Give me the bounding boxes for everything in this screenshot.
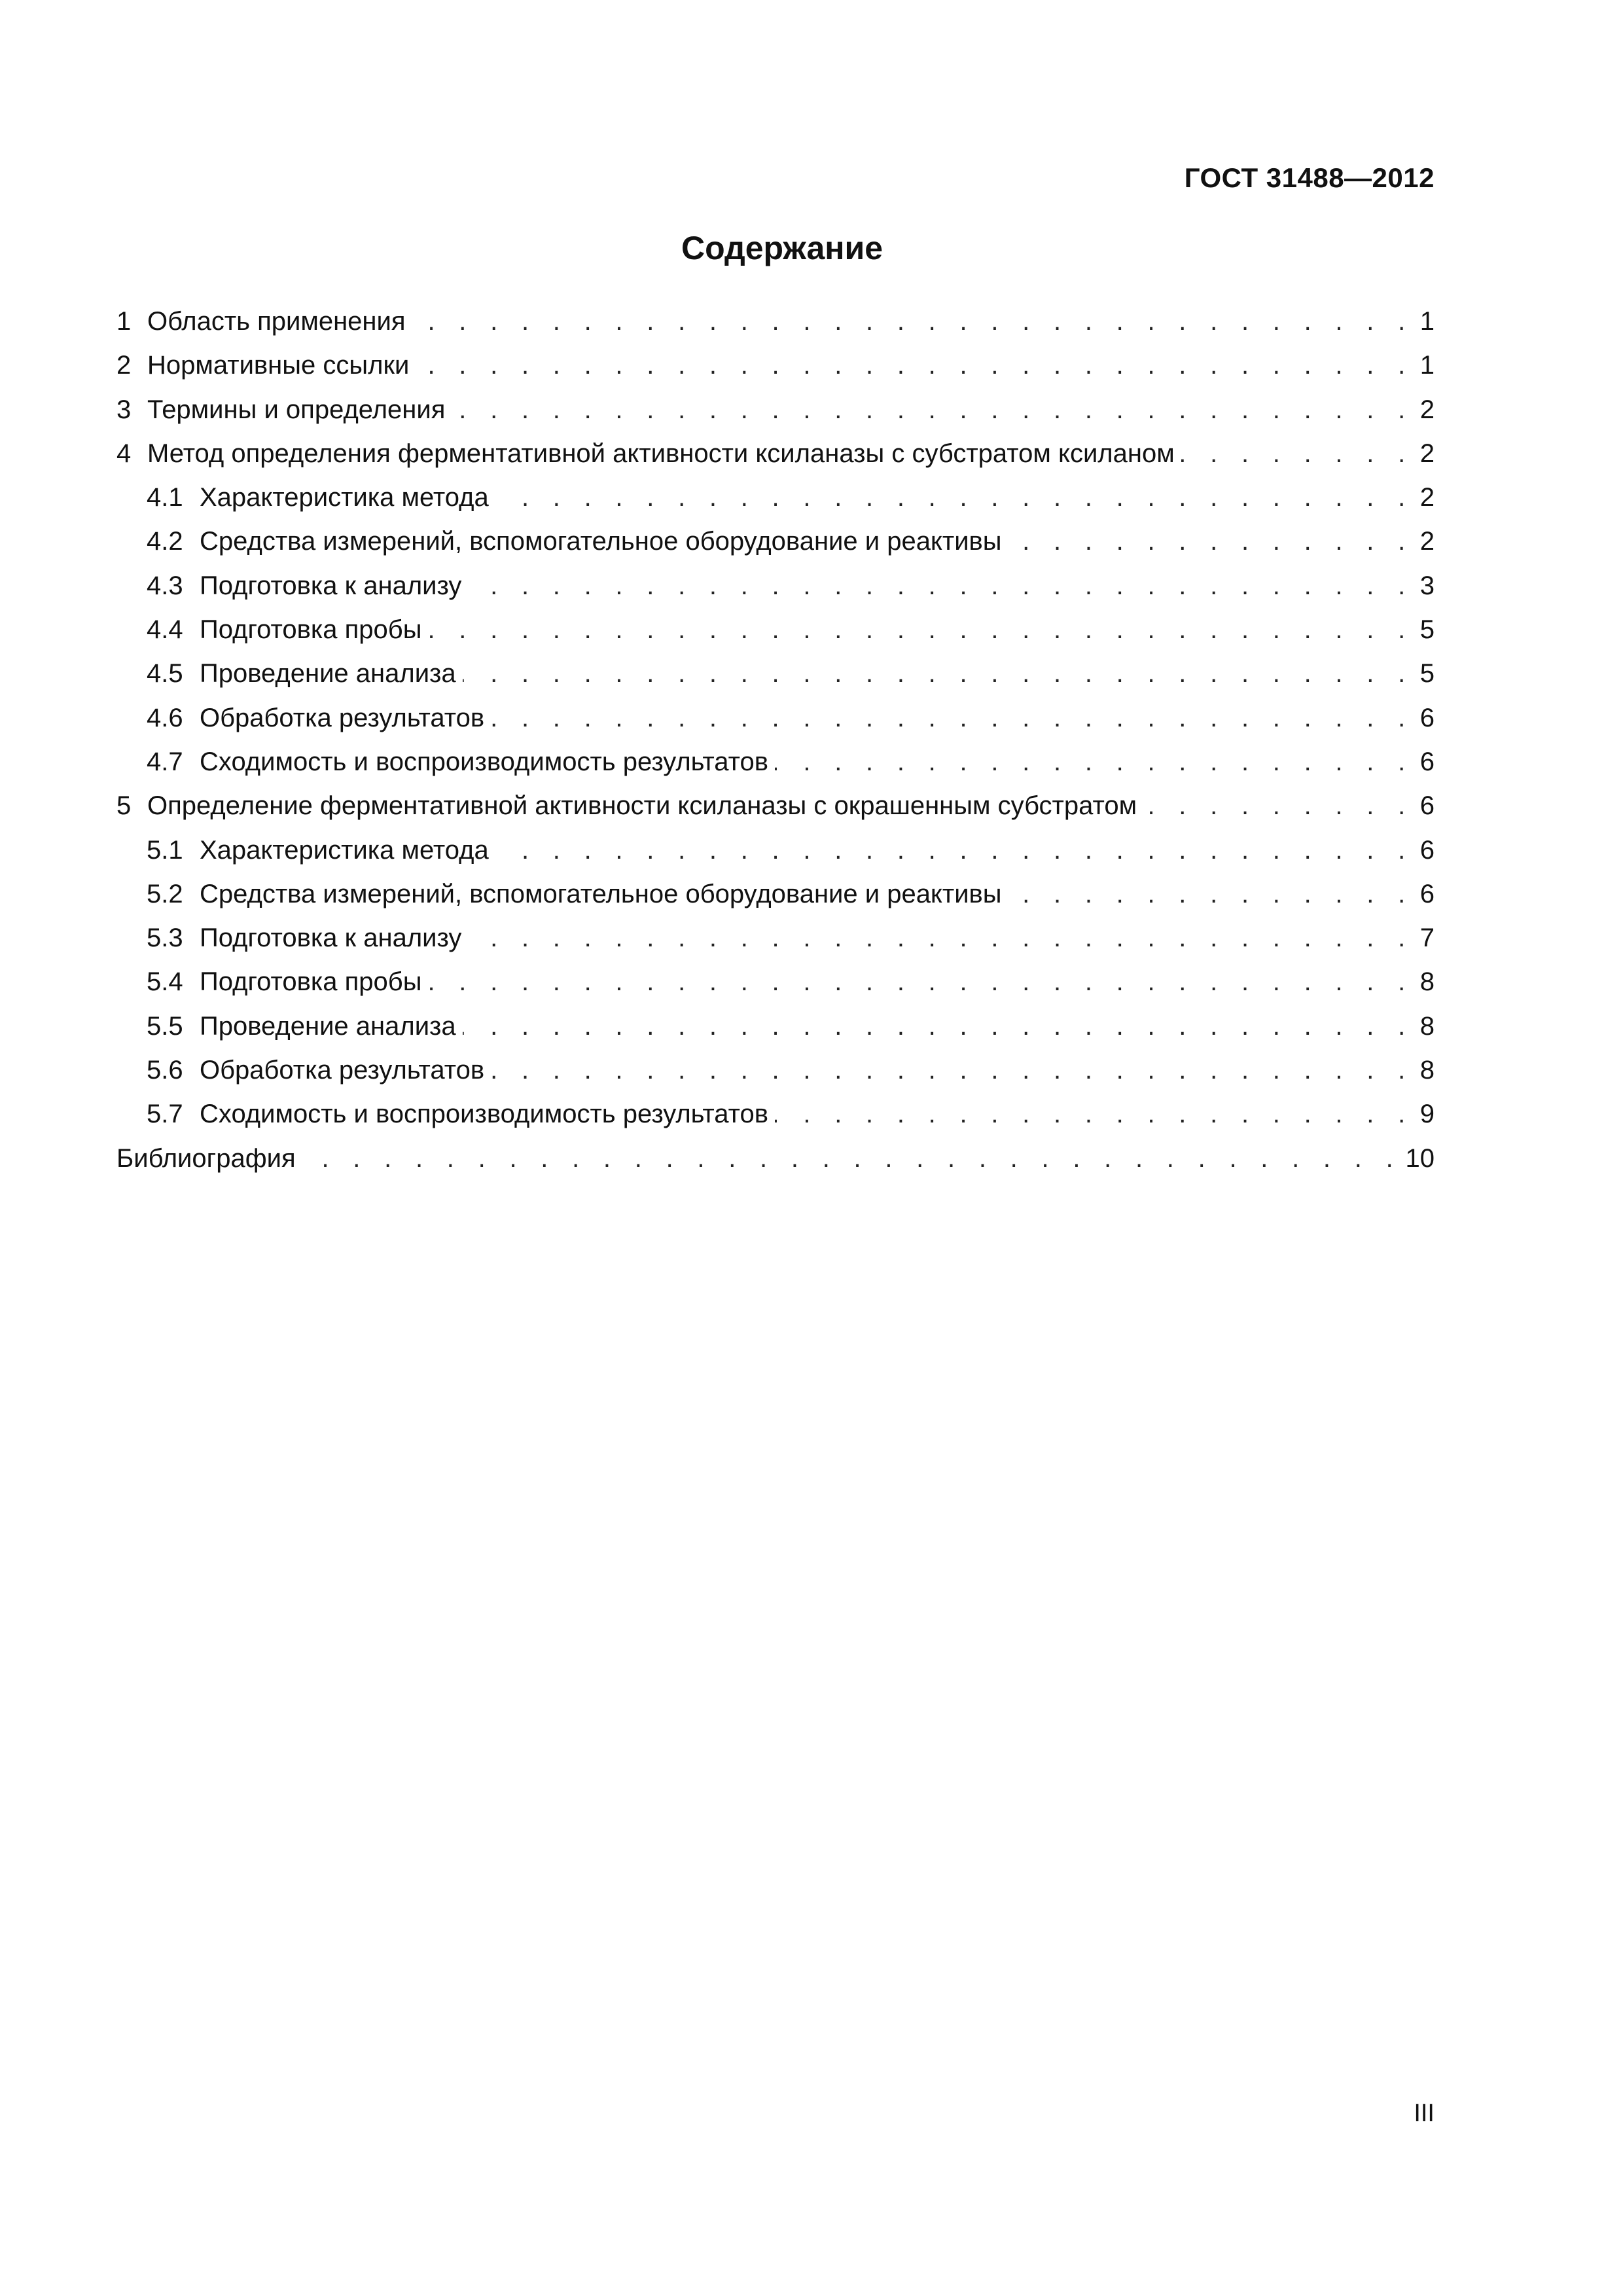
toc-entry-page: 6 — [1419, 791, 1435, 821]
toc-entry-page: 1 — [1419, 307, 1435, 336]
dot-leader — [1008, 520, 1414, 564]
toc-entry-label: Проведение анализа — [200, 659, 456, 689]
toc-entry-number: 4.2 — [147, 527, 183, 556]
toc-entry-page: 2 — [1419, 439, 1435, 468]
dot-leader — [463, 652, 1414, 696]
toc-entry-number: 5 — [116, 791, 132, 821]
dot-leader — [428, 608, 1414, 652]
toc-entry[interactable] — [116, 1049, 1435, 1092]
toc-entry-number: 5.1 — [147, 835, 183, 865]
document-id: ГОСТ 31488—2012 — [1184, 162, 1435, 193]
toc-entry-number: 4.3 — [147, 571, 183, 600]
toc-entry-page: 7 — [1419, 924, 1435, 953]
dot-leader — [775, 740, 1414, 784]
toc-entry-page: 8 — [1419, 1056, 1435, 1085]
dot-leader — [302, 1137, 1402, 1181]
toc-entry-label: Сходимость и воспроизводимость результатов — [200, 747, 769, 776]
dot-leader — [775, 1092, 1414, 1136]
toc-entry[interactable] — [116, 608, 1435, 652]
toc-entry-label: Подготовка к анализу — [200, 924, 462, 953]
toc-entry[interactable] — [116, 300, 1435, 344]
toc-entry-page: 2 — [1419, 395, 1435, 424]
toc-entry-number: 5.3 — [147, 924, 183, 953]
page-number: III — [1414, 2100, 1435, 2127]
toc-entry-label: Средства измерений, вспомогательное оборудование и реактивы — [200, 879, 1002, 908]
toc-entry[interactable] — [116, 960, 1435, 1004]
toc-entry-number: 5.2 — [147, 879, 183, 908]
toc-entry-number: 3 — [116, 395, 132, 424]
dot-leader — [468, 916, 1414, 960]
toc-entry-label: Область применения — [147, 307, 406, 336]
toc-entry[interactable] — [116, 872, 1435, 916]
dot-leader — [495, 476, 1414, 520]
toc-entry[interactable] — [116, 1092, 1435, 1136]
toc-entry-label: Нормативные ссылки — [147, 351, 410, 380]
toc-entry[interactable] — [116, 344, 1435, 387]
toc-entry[interactable] — [116, 696, 1435, 740]
toc-entry[interactable] — [116, 476, 1435, 520]
toc-entry[interactable] — [116, 1005, 1435, 1049]
toc-entry-page: 5 — [1419, 659, 1435, 689]
toc-entry[interactable] — [116, 388, 1435, 432]
toc-entry[interactable] — [116, 1137, 1435, 1181]
toc-entry[interactable] — [116, 916, 1435, 960]
toc-title: Содержание — [681, 230, 883, 266]
toc-entry-label: Характеристика метода — [200, 835, 489, 865]
toc-entry-label: Обработка результатов — [200, 703, 485, 732]
toc-entry-label: Обработка результатов — [200, 1056, 485, 1085]
toc-entry-label: Подготовка пробы — [200, 615, 422, 645]
toc-entry-page: 10 — [1405, 1143, 1435, 1173]
toc-entry-number: 5.4 — [147, 967, 183, 997]
toc-entry-number: 4.4 — [147, 615, 183, 645]
toc-entry-number: 4.7 — [147, 747, 183, 776]
toc-entry-page: 1 — [1419, 351, 1435, 380]
dot-leader — [463, 1005, 1414, 1049]
toc-entry-page: 6 — [1419, 747, 1435, 776]
toc-entry-page: 8 — [1419, 967, 1435, 997]
toc-entry-label: Проведение анализа — [200, 1011, 456, 1041]
toc-entry-page: 3 — [1419, 571, 1435, 600]
toc-entry-page: 2 — [1419, 483, 1435, 512]
toc-entry-number: 5.5 — [147, 1011, 183, 1041]
toc-entry-label: Подготовка к анализу — [200, 571, 462, 600]
toc-entry-label: Средства измерений, вспомогательное оборудование и реактивы — [200, 527, 1002, 556]
toc-entry-page: 6 — [1419, 703, 1435, 732]
toc-entry-number: 4.5 — [147, 659, 183, 689]
toc-entry[interactable] — [116, 784, 1435, 828]
table-of-contents — [116, 300, 1435, 1181]
dot-leader — [1143, 784, 1414, 828]
toc-entry-page: 6 — [1419, 879, 1435, 908]
toc-entry-label: Термины и определения — [147, 395, 446, 424]
dot-leader — [491, 1049, 1414, 1092]
toc-entry-number: 5.6 — [147, 1056, 183, 1085]
dot-leader — [491, 696, 1414, 740]
toc-entry-number: 4.1 — [147, 483, 183, 512]
toc-entry[interactable] — [116, 740, 1435, 784]
toc-entry-number: 4 — [116, 439, 132, 468]
toc-entry-page: 2 — [1419, 527, 1435, 556]
toc-entry-number: 5.7 — [147, 1100, 183, 1129]
toc-entry[interactable] — [116, 520, 1435, 564]
dot-leader — [416, 344, 1414, 387]
toc-entry-page: 6 — [1419, 835, 1435, 865]
toc-entry-label: Библиография — [116, 1143, 296, 1173]
toc-entry-label: Сходимость и воспроизводимость результатов — [200, 1100, 769, 1129]
dot-leader — [468, 564, 1414, 608]
dot-leader — [495, 829, 1414, 872]
toc-entry-page: 5 — [1419, 615, 1435, 645]
toc-entry-number: 2 — [116, 351, 132, 380]
dot-leader — [428, 960, 1414, 1004]
toc-entry-number: 1 — [116, 307, 132, 336]
toc-entry[interactable] — [116, 564, 1435, 608]
toc-entry-page: 9 — [1419, 1100, 1435, 1129]
dot-leader — [1181, 432, 1414, 476]
dot-leader — [412, 300, 1414, 344]
toc-entry-label: Характеристика метода — [200, 483, 489, 512]
toc-entry-label: Подготовка пробы — [200, 967, 422, 997]
toc-entry[interactable] — [116, 652, 1435, 696]
toc-entry-label: Определение ферментативной активности ксиланазы с окрашенным субстратом — [147, 791, 1137, 821]
dot-leader — [452, 388, 1414, 432]
toc-entry[interactable] — [116, 432, 1435, 476]
toc-entry-page: 8 — [1419, 1011, 1435, 1041]
toc-entry-number: 4.6 — [147, 703, 183, 732]
toc-entry-label: Метод определения ферментативной активности ксиланазы с субстратом ксиланом — [147, 439, 1175, 468]
dot-leader — [1008, 872, 1414, 916]
toc-entry[interactable] — [116, 829, 1435, 872]
